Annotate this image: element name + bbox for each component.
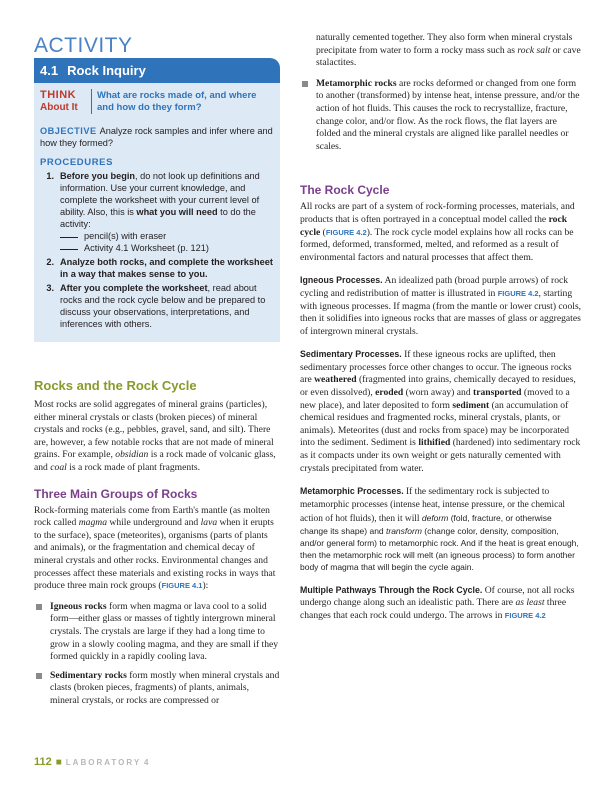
bullet-text <box>316 32 582 70</box>
bullet-text <box>50 670 280 708</box>
text-run: Sedimentary rocks <box>50 669 127 681</box>
text-run: An idealized path (broad purple arrows) of rock cycling and redistribution of matter is illustrated in <box>300 275 569 299</box>
procedure-bold: what you will need <box>136 207 218 217</box>
text-run: ). The rock cycle model explains how all rocks can be formed, deformed, transformed, melted, and reformed as a result of environmental factors and natural processes that affect them. <box>300 226 574 263</box>
bullet-text <box>316 78 582 154</box>
think-question: What are rocks made of, and where and how do they form? <box>97 90 257 113</box>
paragraph-rocks <box>34 399 280 475</box>
think-about-it <box>40 89 274 114</box>
think-label-line2: About It <box>40 102 78 113</box>
text-run: transported <box>473 387 522 399</box>
text-run: (moved to a new place), and later deposited to form <box>300 387 570 411</box>
procedure-bold: Analyze both rocks, and complete the worksheet in a way that makes sense to you. <box>60 257 273 279</box>
bullet-igneous <box>34 601 280 664</box>
text-run: ): <box>202 580 209 592</box>
material-label: pencil(s) with eraser <box>84 231 167 241</box>
procedure-body: to do the activity: <box>60 207 256 229</box>
bullet-sedimentary <box>34 670 280 708</box>
checkbox-line[interactable] <box>60 249 78 250</box>
text-run: rock salt <box>517 44 551 56</box>
text-run: when it erupts to the surface), space (meteorites), organisms (parts of plants and animals), or the fragmentation and chemical decay of mineral crystals and other rocks. Environmental changes and processes affect these materials and existing rocks in ways that produce three main rock groups ( <box>34 517 276 592</box>
paragraph-metamorphic-processes <box>300 485 582 573</box>
text-run: is a rock made of volcanic glass, and <box>34 449 276 473</box>
text-run: Metamorphic rocks <box>316 77 397 89</box>
section-title-rocks: Rocks and the Rock Cycle <box>34 378 197 393</box>
procedure-step <box>40 170 274 254</box>
text-run: All rocks are part of a system of rock-forming processes, materials, and products that is often portrayed in a conceptual model called the <box>300 201 575 225</box>
text-run: If these igneous rocks are uplifted, then sedimentary processes force other changes to occur. The igneous rocks are <box>300 349 572 386</box>
activity-title: Rock Inquiry <box>67 63 146 78</box>
figure-ref-link[interactable]: FIGURE 4.2 <box>504 610 546 620</box>
page-number: 112 <box>34 756 52 768</box>
lab-label: LABORATORY <box>65 758 142 767</box>
procedure-number: 1. <box>46 171 54 181</box>
text-run: (fold, fracture, or otherwise change its shape) and <box>300 512 552 536</box>
text-run: lava <box>200 517 218 529</box>
text-run: (an accumulation of chemical residues and fragmented rocks, mineral crystals, plants, or animals). Meteorites (dust and rocks from space) may be incorporated into the sediment. Sediment is <box>300 399 570 449</box>
activity-label: ACTIVITY <box>34 34 133 57</box>
procedure-text <box>60 282 274 330</box>
procedure-bold: Before you begin <box>60 171 136 181</box>
paragraph-multiple-pathways <box>300 584 582 623</box>
bullet-metamorphic <box>300 78 582 154</box>
text-run: If the sedimentary rock is subjected to metamorphic processes (intense heat, intense pressure, or the chemical action of hot fluids), then it will <box>300 487 566 524</box>
text-run: (hardened) into sedimentary rock as it compacts under its own weight or gets naturally cemented with crystals precipitated from water. <box>300 437 581 474</box>
page-footer <box>34 756 150 768</box>
text-run: (fragmented into grains, chemically decayed to residues, or even dissolved), <box>300 374 576 399</box>
right-column <box>300 32 582 622</box>
section-title-rock-cycle: The Rock Cycle <box>300 183 390 198</box>
text-run: coal <box>50 461 67 473</box>
text-run: weathered <box>314 374 357 386</box>
text-run: naturally cemented together. They also form when mineral crystals precipitate from water to form a rocky mass such as <box>316 32 573 56</box>
text-run: eroded <box>375 387 404 399</box>
procedures-heading: PROCEDURES <box>40 157 114 168</box>
objective-text: Analyze rock samples and infer where and how they formed? <box>40 126 273 148</box>
activity-number: 4.1 <box>40 63 59 78</box>
figure-ref-link[interactable]: FIGURE 4.2 <box>497 288 539 298</box>
text-run: obsidian <box>115 449 149 461</box>
text-run: sediment <box>452 399 490 411</box>
material-item <box>60 230 274 242</box>
procedure-text <box>60 256 274 280</box>
material-item <box>60 242 274 254</box>
separator-icon: ■ <box>55 757 62 768</box>
text-run: , starting with igneous processes. If magma (from the mantle or lower crust) cools, then it solidifies into igneous rocks that are masses of glass or aggregates of intergrown mineral crystals. <box>300 287 582 337</box>
text-run: Igneous rocks <box>50 600 107 612</box>
procedure-step <box>40 282 274 330</box>
subhead: Igneous Processes. <box>300 275 383 286</box>
subsection-title-groups: Three Main Groups of Rocks <box>34 486 198 501</box>
bullet-square-icon <box>300 78 316 154</box>
figure-ref-link[interactable]: FIGURE 4.2 <box>325 227 367 237</box>
text-run: Of course, not all rocks undergo change along such an idealistic path. There are <box>300 584 575 609</box>
bullet-sedimentary-continued <box>300 32 582 70</box>
bullet-square-icon <box>34 601 50 664</box>
material-label: Activity 4.1 Worksheet (p. 121) <box>84 243 209 253</box>
procedure-step <box>40 256 274 280</box>
objective-label: OBJECTIVE <box>40 126 97 136</box>
paragraph-sedimentary-processes <box>300 348 582 475</box>
procedure-bold: After you complete the worksheet <box>60 283 208 293</box>
text-run: or cave stalactites. <box>316 44 581 69</box>
text-run: three changes that each rock could undergo. The arrows in <box>300 597 567 621</box>
activity-title-bar <box>34 58 280 83</box>
paragraph-igneous-processes <box>300 274 582 338</box>
text-run: Most rocks are solid aggregates of mineral grains (particles), either mineral crystals or clasts (broken pieces) of mineral crystals and rocks (e.g., pebbles, gravel, sand, and silt). There are, however, a few notable rocks that are not made of mineral grains. For example, <box>34 399 274 461</box>
left-column <box>34 36 280 707</box>
paragraph-groups <box>34 505 280 593</box>
procedure-number: 3. <box>46 283 54 293</box>
procedure-text <box>60 170 274 254</box>
subhead: Sedimentary Processes. <box>300 349 402 360</box>
text-run: magma <box>78 517 107 529</box>
text-run: is a rock made of plant fragments. <box>66 461 200 473</box>
text-run: while underground and <box>107 517 201 529</box>
checkbox-line[interactable] <box>60 237 78 238</box>
text-run: transform <box>386 525 422 536</box>
subhead: Multiple Pathways Through the Rock Cycle. <box>300 584 483 595</box>
text-run: (worn away) and <box>403 387 474 399</box>
text-run: are rocks deformed or changed from one form to another (transformed) by intense heat, intense pressure, and/or the action of hot fluids. This causes the rock to recrystallize, fracture, change color, and/or flow. As the rock flows, the flat layers are folded and the mineral crystals are aligned like parallel needles or scales. <box>316 77 580 152</box>
text-run: as least <box>515 597 545 609</box>
text-run: rock cycle <box>300 213 568 238</box>
procedure-number: 2. <box>46 257 54 267</box>
figure-ref-link[interactable]: FIGURE 4.1 <box>161 581 203 591</box>
text-run: Rock-forming materials come from Earth's mantle (as molten rock called <box>34 504 270 529</box>
text-run: (change color, density, composition, and/or general form) to metamorphic rock. And if the heat is great enough, then the metamorphic rock will melt (an igneous process) to form another body of magma that will begin the cycle again. <box>300 525 579 573</box>
bullet-text <box>50 601 280 664</box>
think-label <box>40 89 92 114</box>
subhead: Metamorphic Processes. <box>300 486 404 497</box>
think-label-line1: THINK <box>40 89 77 101</box>
spacer <box>300 32 316 70</box>
bullet-square-icon <box>34 670 50 708</box>
objective <box>40 125 274 149</box>
text-run: form when magma or lava cool to a solid form—either glass or masses of tightly intergrown mineral crystals. The crystals are large if they had a long time to grow in a slowly cooling magma, and they are small if they formed quickly in a rapidly cooling lava. <box>50 600 279 663</box>
text-run: form mostly when mineral crystals and clasts (broken pieces, fragments) of plants, animals, mineral crystals, or rocks are compressed or <box>50 669 280 706</box>
text-run: deform <box>421 512 449 523</box>
activity-box <box>34 83 280 342</box>
paragraph-rock-cycle <box>300 201 582 264</box>
lab-number: 4 <box>143 758 151 767</box>
procedure-body: , read about rocks and the rock cycle below and be prepared to discuss your observations, interpretations, and inferences with others. <box>60 283 266 329</box>
text-run: lithified <box>418 437 451 449</box>
procedure-body: , do not look up definitions and information. Use your current knowledge, and complete the worksheet with your current level of ability. Also, this is <box>60 171 260 217</box>
text-run: ( <box>320 226 326 238</box>
